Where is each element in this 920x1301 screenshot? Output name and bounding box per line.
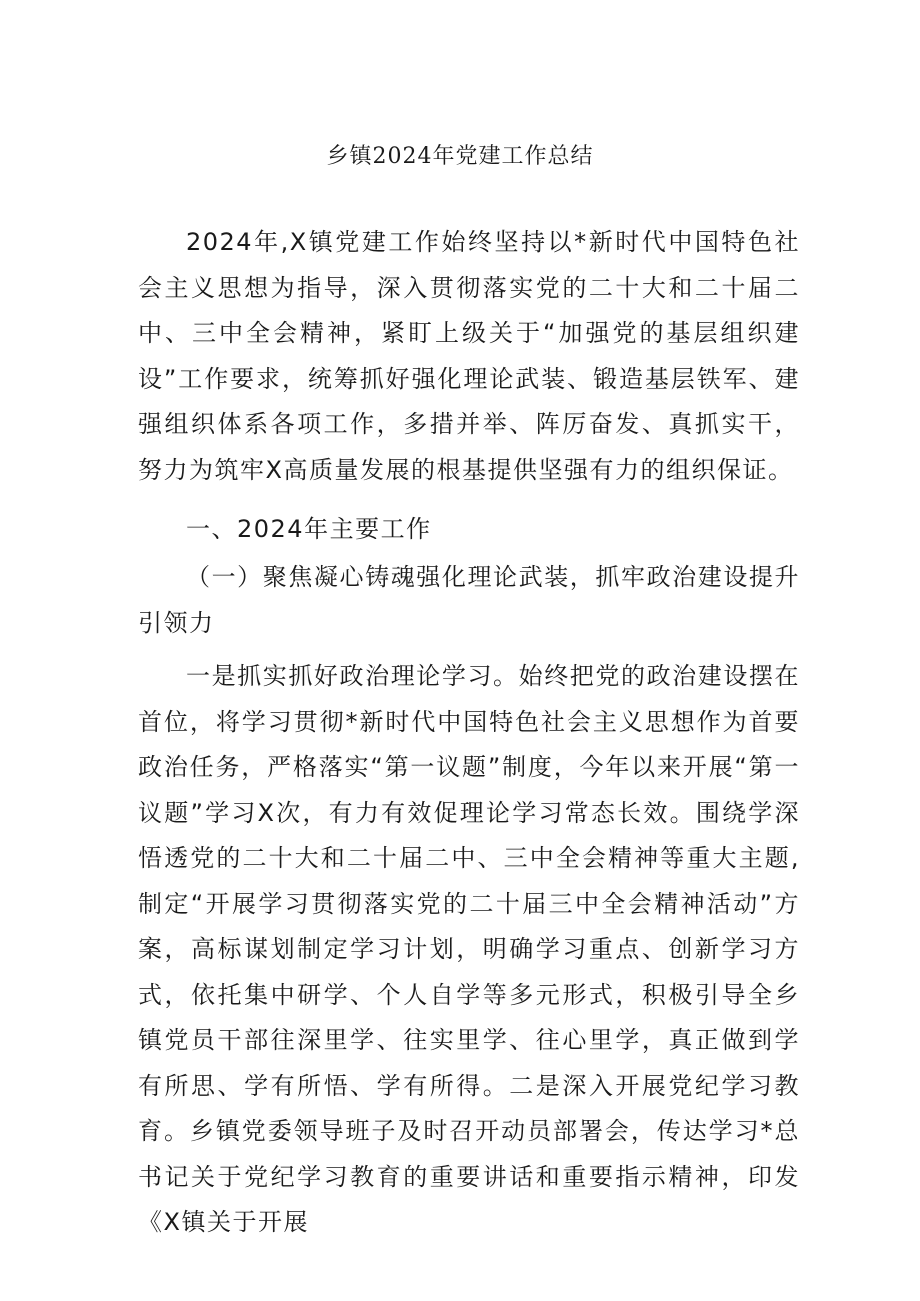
- intro-paragraph: 2024年,X镇党建工作始终坚持以*新时代中国特色社会主义思想为指导，深入贯彻落实党的二十大和二十届二中、三中全会精神，紧盯上级关于“加强党的基层组织建设”工作要求，统筹抓好强化理论武装、锻造基层铁军、建强组织体系各项工作，多措并举、阵厉奋发、真抓实干，努力为筑牢X高质量发展的根基提供坚强有力的组织保证。: [138, 228, 800, 484]
- subsection-body-paragraph: 一是抓实抓好政治理论学习。始终把党的政治建设摆在首位，将学习贯彻*新时代中国特色社会主义思想作为首要政治任务，严格落实“第一议题”制度，今年以来开展“第一议题”学习X次，有力有效促理论学习常态长效。围绕学深悟透党的二十大和二十届二中、三中全会精神等重大主题,制定“开展学习贯彻落实党的二十届三中全会精神活动”方案，高标谋划制定学习计划，明确学习重点、创新学习方式，依托集中研学、个人自学等多元形式，积极引导全乡镇党员干部往深里学、往实里学、往心里学，真正做到学有所思、学有所悟、学有所得。二是深入开展党纪学习教育。乡镇党委领导班子及时召开动员部署会，传达学习*总书记关于党纪学习教育的重要讲话和重要指示精神，印发《X镇关于开展: [138, 662, 800, 1236]
- subsection-heading: （一）聚焦凝心铸魂强化理论武装，抓牢政治建设提升引领力: [138, 563, 800, 637]
- section-heading: 一、2024年主要工作: [186, 515, 432, 543]
- subsection-body-block: [138, 654, 800, 1246]
- intro-paragraph-block: [138, 220, 800, 493]
- subsection-heading-block: [138, 555, 800, 646]
- document-title: 乡镇2024年党建工作总结: [326, 144, 594, 169]
